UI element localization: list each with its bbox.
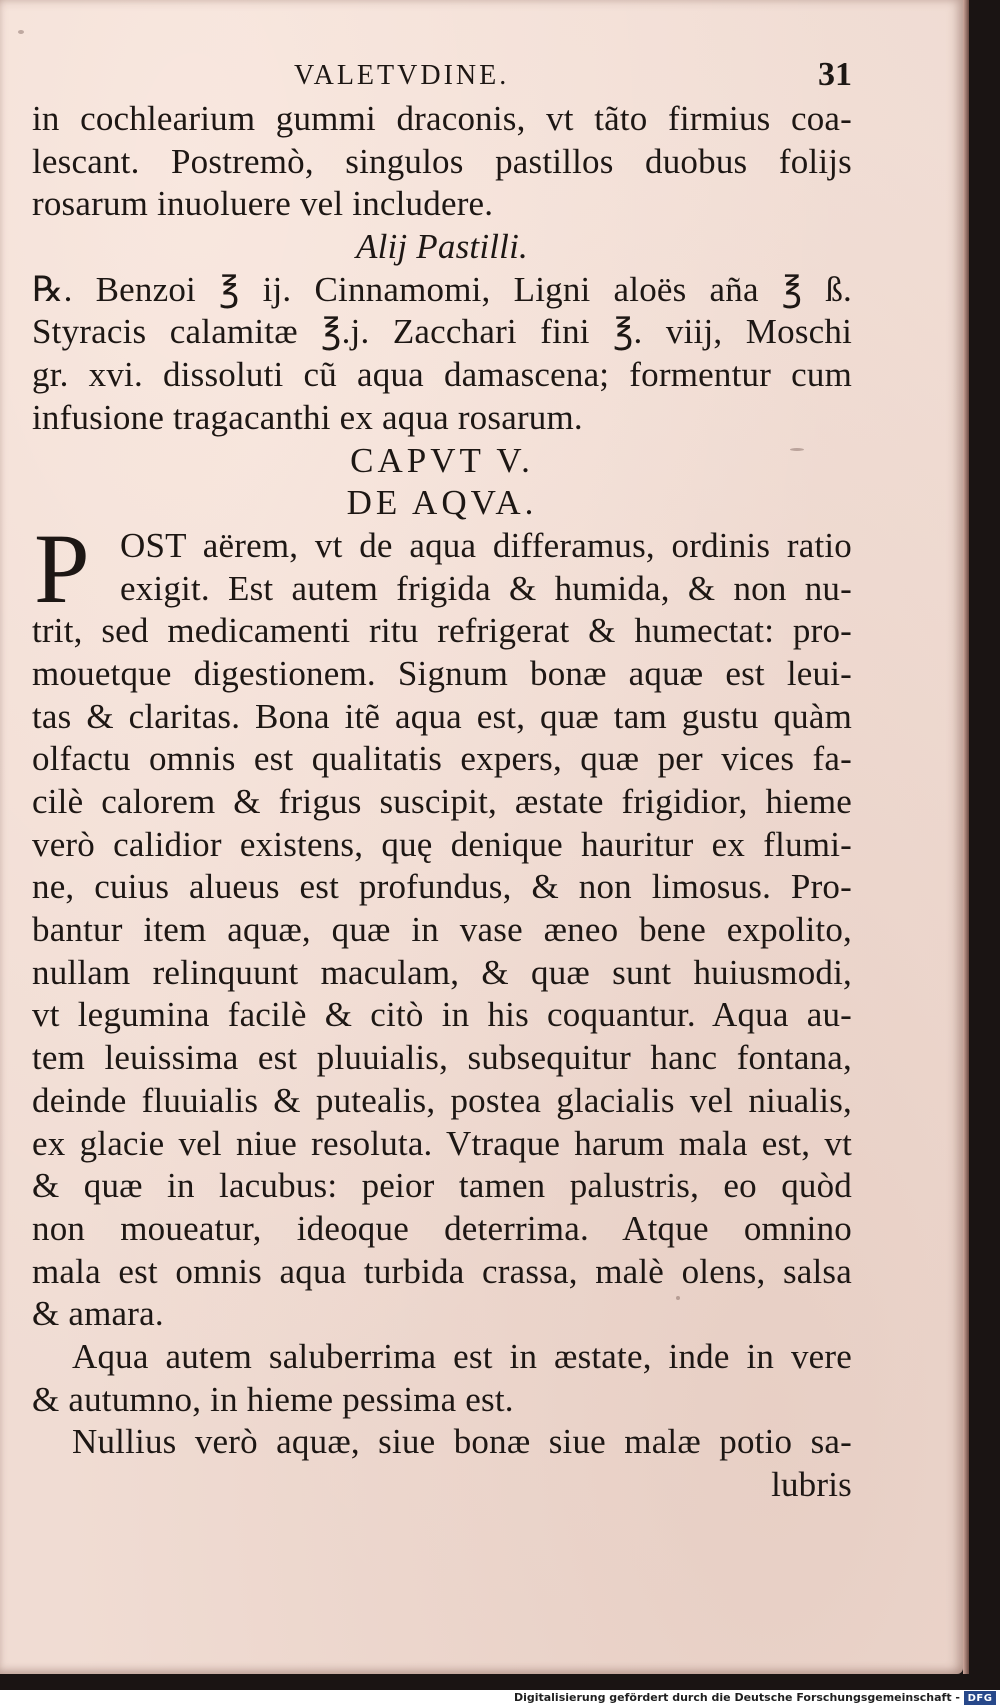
body-line: verò calidior existens, quę denique hauritur ex flumi-	[32, 824, 852, 864]
chapter-number: CAPVT V.	[350, 440, 534, 480]
drop-cap: P	[34, 513, 90, 624]
body-line: OST aërem, vt de aqua differamus, ordinis ratio	[120, 525, 852, 565]
recipe-line: Styracis calamitæ ℥.j. Zacchari fini ℥. viij, Moschi	[32, 312, 852, 352]
recipe-line: infusione tragacanthi ex aqua rosarum.	[32, 397, 583, 437]
body-line: tem leuissima est pluuialis, subsequitur hanc fontana,	[32, 1038, 852, 1078]
body-line: non moueatur, ideoque deterrima. Atque omnino	[32, 1208, 852, 1248]
body-line: mouetque digestionem. Signum bonæ aquæ est leui-	[32, 653, 852, 693]
body-line: bantur item aquæ, quæ in vase æneo bene expolito,	[32, 910, 852, 950]
body-line: tas & claritas. Bona itẽ aqua est, quæ tam gustu quàm	[32, 696, 852, 736]
page-speck	[18, 30, 24, 34]
body-line: ne, cuius alueus est profundus, & non limosus. Pro-	[32, 867, 852, 907]
text-line: rosarum inuoluere vel includere.	[32, 184, 494, 224]
catchword: lubris	[771, 1465, 852, 1504]
recipe-line: ℞. Benzoi ℥ ij. Cinnamomi, Ligni aloës aña ℥ ß.	[32, 269, 852, 309]
body-line: cilè calorem & frigus suscipit, æstate frigidior, hieme	[32, 782, 852, 821]
body-line: exigit. Est autem frigida & humida, & non nu-	[120, 568, 852, 608]
page-number: 31	[818, 56, 852, 93]
chapter-title: DE AQVA.	[346, 483, 538, 523]
body-line: deinde fluuialis & putealis, postea glacialis vel niualis,	[32, 1080, 852, 1120]
footer-credit: Digitalisierung gefördert durch die Deutsche Forschungsgemeinschaft -	[513, 1691, 960, 1704]
body-line: & quæ in lacubus: peior tamen palustris, eo quòd	[32, 1166, 852, 1206]
text-line: lescant. Postremò, singulos pastillos duobus folijs	[32, 141, 852, 181]
subheading: Alij Pastilli.	[356, 227, 528, 267]
body-line: nullam relinquunt maculam, & quæ sunt huiusmodi,	[32, 952, 852, 992]
page-edge	[963, 0, 969, 1674]
body-line: olfactu omnis est qualitatis expers, quæ per vices fa-	[32, 739, 852, 779]
body-line: vt legumina facilè & citò in his coquantur. Aqua au-	[32, 995, 852, 1035]
paragraph-line: Aqua autem saluberrima est in æstate, inde in vere	[72, 1336, 852, 1376]
paragraph-line: Nullius verò aquæ, siue bonæ siue malæ potio sa-	[72, 1422, 852, 1462]
body-line: trit, sed medicamenti ritu refrigerat & humectat: pro-	[32, 611, 852, 651]
running-head	[32, 56, 852, 98]
recipe-line: gr. xvi. dissoluti cũ aqua damascena; formentur cum	[32, 355, 852, 395]
paragraph-line: & autumno, in hieme pessima est.	[32, 1379, 514, 1419]
body-line: & amara.	[32, 1294, 164, 1334]
body-line: ex glacie vel niue resoluta. Vtraque harum mala est, vt	[32, 1123, 852, 1163]
body-line: mala est omnis aqua turbida crassa, malè olens, salsa	[32, 1251, 852, 1291]
running-title: VALETVDINE.	[294, 60, 510, 91]
dfg-logo: DFG	[964, 1691, 996, 1705]
text-block	[32, 98, 852, 1507]
text-line: in cochlearium gummi draconis, vt tãto firmius coa-	[32, 99, 852, 138]
